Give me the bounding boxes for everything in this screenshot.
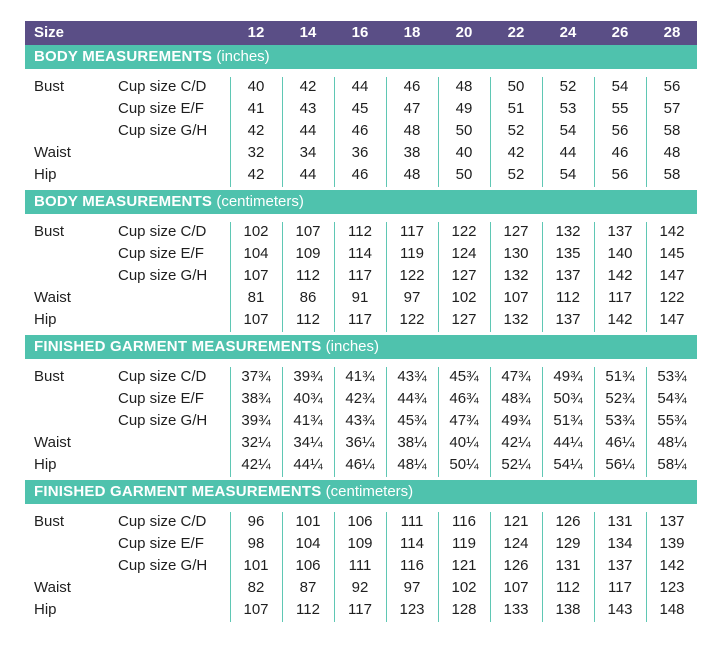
measurement-value: 48 (403, 166, 421, 183)
measurement-value: 46 (351, 166, 369, 183)
measurement-value: 46 (351, 122, 369, 139)
measurement-value: 126 (555, 513, 581, 530)
measurement-value: 42 (247, 122, 265, 139)
measurement-value: 117 (348, 267, 372, 284)
measurement-value: 48¾ (501, 390, 531, 407)
measurement-value: 42 (507, 144, 525, 161)
measurement-value: 54 (611, 78, 629, 95)
measurement-value: 47¾ (449, 412, 479, 429)
measurement-value: 46 (611, 144, 629, 161)
measurement-value: 107 (243, 601, 269, 618)
measurement-value: 107 (295, 223, 321, 240)
row-group-label: Waist (34, 434, 71, 451)
measurement-value: 104 (243, 245, 269, 262)
measurement-value: 137 (659, 513, 685, 530)
measurement-value: 49¾ (501, 412, 531, 429)
measurement-value: 102 (243, 223, 269, 240)
measurement-value: 47¾ (501, 368, 531, 385)
measurement-value: 117 (400, 223, 424, 240)
measurement-value: 121 (451, 557, 477, 574)
measurement-value: 112 (296, 267, 320, 284)
row-sub-label: Cup size G/H (118, 267, 208, 284)
measurement-value: 45¾ (449, 368, 479, 385)
measurement-value: 142 (607, 311, 633, 328)
section-unit: (inches) (216, 48, 270, 65)
measurement-value: 40¼ (449, 434, 479, 451)
measurement-value: 121 (503, 513, 529, 530)
measurement-value: 107 (503, 579, 529, 596)
row-group-label: Waist (34, 289, 71, 306)
section-title (34, 48, 270, 65)
measurement-value: 57 (663, 100, 681, 117)
size-header-cell: 24 (559, 24, 577, 41)
measurement-value: 50 (455, 166, 473, 183)
measurement-value: 58 (663, 166, 681, 183)
measurement-value: 52¼ (501, 456, 531, 473)
measurement-value: 37¾ (241, 368, 271, 385)
row-sub-label: Cup size E/F (118, 100, 204, 117)
row-group-label: Bust (34, 368, 65, 385)
measurement-value: 112 (556, 289, 580, 306)
row-sub-label: Cup size G/H (118, 557, 208, 574)
measurement-value: 104 (295, 535, 321, 552)
row-group-label: Waist (34, 144, 71, 161)
measurement-value: 54¾ (657, 390, 687, 407)
row-group-label: Hip (34, 166, 57, 183)
measurement-value: 34¼ (293, 434, 323, 451)
section-title-text: BODY MEASUREMENTS (34, 48, 213, 65)
size-header-cell: 26 (611, 24, 629, 41)
measurement-value: 54¼ (553, 456, 583, 473)
section-title (34, 338, 379, 355)
row-group-label: Hip (34, 456, 57, 473)
measurement-value: 133 (503, 601, 529, 618)
section-title-band (25, 45, 697, 69)
section-title (34, 483, 413, 500)
measurement-value: 41¾ (293, 412, 323, 429)
size-header-label: Size (34, 24, 65, 41)
measurement-value: 58 (663, 122, 681, 139)
measurement-value: 122 (451, 223, 477, 240)
measurement-value: 55¾ (657, 412, 687, 429)
measurement-value: 46¾ (449, 390, 479, 407)
measurement-value: 131 (607, 513, 633, 530)
measurement-value: 142 (659, 223, 685, 240)
measurement-value: 96 (247, 513, 265, 530)
measurement-value: 48¼ (657, 434, 687, 451)
measurement-value: 109 (295, 245, 321, 262)
section-title (34, 193, 304, 210)
measurement-value: 117 (348, 601, 372, 618)
row-group-label: Bust (34, 223, 65, 240)
measurement-value: 142 (659, 557, 685, 574)
row-group-label: Bust (34, 513, 65, 530)
measurement-value: 44 (299, 122, 317, 139)
size-header-cell: 22 (507, 24, 525, 41)
measurement-value: 42¼ (501, 434, 531, 451)
measurement-value: 44¾ (397, 390, 427, 407)
measurement-value: 97 (403, 289, 421, 306)
measurement-value: 82 (247, 579, 265, 596)
measurement-value: 124 (451, 245, 477, 262)
measurement-value: 129 (555, 535, 581, 552)
measurement-value: 145 (659, 245, 685, 262)
measurement-block (25, 359, 697, 480)
size-chart (25, 21, 697, 625)
section-title-band (25, 480, 697, 504)
measurement-value: 36¼ (345, 434, 375, 451)
measurement-value: 87 (299, 579, 317, 596)
measurement-value: 38¾ (241, 390, 271, 407)
size-header-cell: 12 (247, 24, 265, 41)
measurement-value: 128 (451, 601, 477, 618)
row-group-label: Waist (34, 579, 71, 596)
section-title-text: BODY MEASUREMENTS (34, 193, 213, 210)
measurement-value: 81 (247, 289, 265, 306)
measurement-value: 122 (659, 289, 685, 306)
measurement-value: 41¾ (345, 368, 375, 385)
measurement-value: 140 (607, 245, 633, 262)
measurement-value: 107 (503, 289, 529, 306)
measurement-value: 147 (659, 267, 685, 284)
measurement-value: 40¾ (293, 390, 323, 407)
section-title-text: FINISHED GARMENT MEASUREMENTS (34, 483, 322, 500)
measurement-value: 132 (555, 223, 581, 240)
measurement-value: 112 (296, 601, 320, 618)
measurement-value: 132 (503, 311, 529, 328)
size-header-cell: 16 (351, 24, 369, 41)
measurement-value: 117 (608, 289, 632, 306)
measurement-value: 42 (247, 166, 265, 183)
measurement-value: 109 (347, 535, 373, 552)
measurement-value: 58¼ (657, 456, 687, 473)
measurement-value: 44 (559, 144, 577, 161)
measurement-value: 41 (247, 100, 265, 117)
measurement-value: 44 (299, 166, 317, 183)
size-header-cell: 14 (299, 24, 317, 41)
measurement-value: 97 (403, 579, 421, 596)
measurement-value: 107 (243, 311, 269, 328)
measurement-value: 56¼ (605, 456, 635, 473)
measurement-block (25, 214, 697, 335)
measurement-value: 102 (451, 579, 477, 596)
measurement-value: 53¾ (605, 412, 635, 429)
measurement-value: 135 (555, 245, 581, 262)
section-title-band (25, 190, 697, 214)
size-header-row (25, 21, 697, 45)
measurement-value: 52 (507, 166, 525, 183)
measurement-value: 131 (555, 557, 581, 574)
measurement-value: 143 (607, 601, 633, 618)
measurement-value: 32¼ (241, 434, 271, 451)
measurement-value: 43 (299, 100, 317, 117)
measurement-value: 119 (452, 535, 476, 552)
measurement-value: 116 (452, 513, 476, 530)
measurement-value: 56 (611, 122, 629, 139)
measurement-value: 124 (503, 535, 529, 552)
row-sub-label: Cup size E/F (118, 390, 204, 407)
measurement-value: 117 (348, 311, 372, 328)
measurement-value: 44¼ (293, 456, 323, 473)
section-unit: (centimeters) (325, 483, 414, 500)
row-sub-label: Cup size G/H (118, 122, 208, 139)
measurement-value: 137 (607, 557, 633, 574)
row-sub-label: Cup size E/F (118, 535, 204, 552)
section-title-text: FINISHED GARMENT MEASUREMENTS (34, 338, 322, 355)
measurement-value: 117 (608, 579, 632, 596)
measurement-value: 102 (451, 289, 477, 306)
measurement-value: 54 (559, 122, 577, 139)
measurement-value: 45 (351, 100, 369, 117)
measurement-value: 127 (503, 223, 529, 240)
row-group-label: Bust (34, 78, 65, 95)
measurement-value: 112 (296, 311, 320, 328)
measurement-value: 138 (555, 601, 581, 618)
measurement-value: 123 (659, 579, 685, 596)
measurement-value: 52 (559, 78, 577, 95)
measurement-value: 91 (351, 289, 369, 306)
measurement-value: 112 (556, 579, 580, 596)
measurement-value: 114 (400, 535, 424, 552)
measurement-value: 44¼ (553, 434, 583, 451)
size-header-cell: 18 (403, 24, 421, 41)
measurement-value: 101 (243, 557, 269, 574)
measurement-value: 39¾ (241, 412, 271, 429)
measurement-value: 46 (403, 78, 421, 95)
measurement-value: 42 (299, 78, 317, 95)
measurement-value: 44 (351, 78, 369, 95)
measurement-value: 127 (451, 267, 477, 284)
measurement-value: 137 (555, 267, 581, 284)
measurement-value: 134 (607, 535, 633, 552)
measurement-value: 101 (295, 513, 321, 530)
measurement-value: 50¾ (553, 390, 583, 407)
measurement-value: 48 (455, 78, 473, 95)
measurement-value: 50 (455, 122, 473, 139)
measurement-value: 48¼ (397, 456, 427, 473)
measurement-value: 40 (247, 78, 265, 95)
measurement-value: 34 (299, 144, 317, 161)
measurement-value: 107 (243, 267, 269, 284)
measurement-value: 142 (607, 267, 633, 284)
measurement-value: 47 (403, 100, 421, 117)
measurement-value: 116 (400, 557, 424, 574)
measurement-value: 137 (555, 311, 581, 328)
row-sub-label: Cup size C/D (118, 223, 207, 240)
measurement-value: 49 (455, 100, 473, 117)
measurement-value: 52 (507, 122, 525, 139)
measurement-value: 49¾ (553, 368, 583, 385)
measurement-value: 43¾ (345, 412, 375, 429)
measurement-value: 127 (451, 311, 477, 328)
measurement-value: 48 (663, 144, 681, 161)
measurement-value: 147 (659, 311, 685, 328)
measurement-value: 53¾ (657, 368, 687, 385)
measurement-value: 112 (348, 223, 372, 240)
measurement-block (25, 504, 697, 625)
measurement-value: 111 (400, 513, 424, 530)
measurement-value: 36 (351, 144, 369, 161)
size-header-cell: 28 (663, 24, 681, 41)
size-header-cell: 20 (455, 24, 473, 41)
measurement-value: 46¼ (345, 456, 375, 473)
measurement-value: 139 (659, 535, 685, 552)
measurement-value: 111 (348, 557, 372, 574)
measurement-value: 98 (247, 535, 265, 552)
measurement-value: 56 (663, 78, 681, 95)
measurement-value: 56 (611, 166, 629, 183)
measurement-value: 130 (503, 245, 529, 262)
measurement-value: 32 (247, 144, 265, 161)
measurement-value: 50¼ (449, 456, 479, 473)
measurement-value: 40 (455, 144, 473, 161)
measurement-value: 114 (348, 245, 372, 262)
row-group-label: Hip (34, 601, 57, 618)
measurement-value: 51¾ (553, 412, 583, 429)
row-sub-label: Cup size C/D (118, 78, 207, 95)
section-title-band (25, 335, 697, 359)
measurement-value: 86 (299, 289, 317, 306)
measurement-value: 122 (399, 311, 425, 328)
measurement-value: 51 (507, 100, 525, 117)
measurement-value: 148 (659, 601, 685, 618)
measurement-value: 39¾ (293, 368, 323, 385)
row-sub-label: Cup size C/D (118, 368, 207, 385)
measurement-value: 123 (399, 601, 425, 618)
measurement-value: 38 (403, 144, 421, 161)
measurement-value: 43¾ (397, 368, 427, 385)
measurement-value: 48 (403, 122, 421, 139)
measurement-value: 55 (611, 100, 629, 117)
section-unit: (centimeters) (216, 193, 304, 210)
measurement-value: 42¼ (241, 456, 271, 473)
measurement-value: 126 (503, 557, 529, 574)
row-sub-label: Cup size C/D (118, 513, 207, 530)
row-sub-label: Cup size G/H (118, 412, 208, 429)
measurement-value: 92 (351, 579, 369, 596)
row-sub-label: Cup size E/F (118, 245, 204, 262)
measurement-block (25, 69, 697, 190)
measurement-value: 52¾ (605, 390, 635, 407)
measurement-value: 106 (295, 557, 321, 574)
measurement-value: 50 (507, 78, 525, 95)
measurement-value: 45¾ (397, 412, 427, 429)
measurement-value: 46¼ (605, 434, 635, 451)
row-group-label: Hip (34, 311, 57, 328)
measurement-value: 119 (400, 245, 424, 262)
measurement-value: 42¾ (345, 390, 375, 407)
measurement-value: 132 (503, 267, 529, 284)
measurement-value: 51¾ (605, 368, 635, 385)
measurement-value: 53 (559, 100, 577, 117)
measurement-value: 38¼ (397, 434, 427, 451)
measurement-value: 54 (559, 166, 577, 183)
measurement-value: 122 (399, 267, 425, 284)
section-unit: (inches) (325, 338, 380, 355)
measurement-value: 106 (347, 513, 373, 530)
measurement-value: 137 (607, 223, 633, 240)
